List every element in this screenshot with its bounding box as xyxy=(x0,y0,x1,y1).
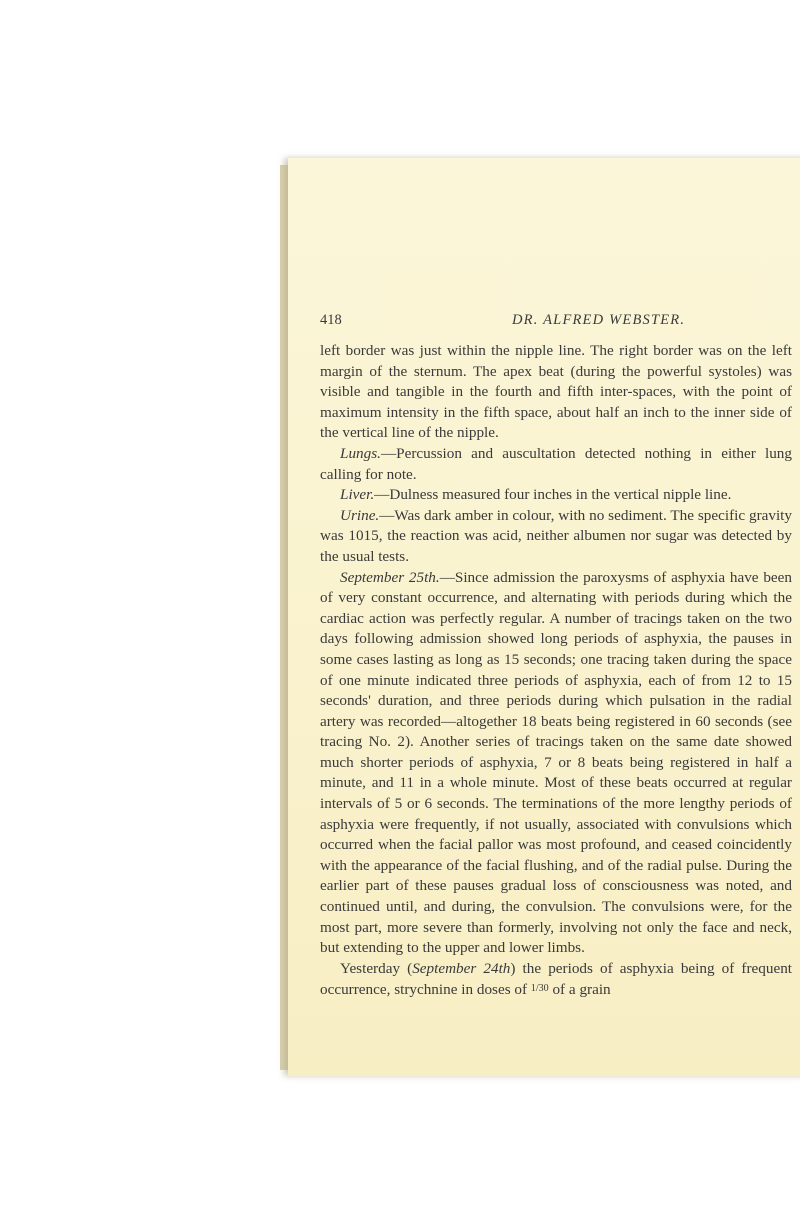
paragraph-heart-border xyxy=(320,341,792,444)
paragraph-liver xyxy=(320,485,792,506)
paragraph-lungs xyxy=(320,444,792,485)
paragraph-text-before: Yesterday ( xyxy=(340,959,413,977)
paragraph-lead: Lungs. xyxy=(340,444,381,462)
paragraph-september-25 xyxy=(320,568,792,959)
paragraph-text: —Dulness measured four inches in the vertical nipple line. xyxy=(374,486,732,504)
paragraph-text: —Since admission the paroxysms of asphyxia have been of very constant occurrence, and alternating with periods during which the cardiac action was perfectly regular. A number of tracings taken on the two days following admission showed long periods of asphyxia, the pauses in some cases lasting as long as 15 seconds; one tracing taken during the space of one minute indicated three periods of asphyxia, each of from 12 to 15 seconds' duration, and three periods during which pulsation in the radial artery was recorded—altogether 18 beats being registered in 60 seconds (see tracing No. 2). Another series of tracings taken on the same date showed much shorter periods of asphyxia, 7 or 8 beats being registered in half a minute, and 11 in a whole minute. Most of these beats occurred at regular intervals of 5 or 6 seconds. The terminations of the more lengthy periods of asphyxia were frequently, if not usually, associated with convulsions which occurred when the facial pallor was most profound, and ceased coincidently with the appearance of the facial flushing, and of the radial pulse. During the earlier part of these pauses gradual loss of consciousness was noted, and continued until, and during, the convulsion. The convulsions were, for the most part, more severe than formerly, involving not only the face and neck, but extending to the upper and lower limbs. xyxy=(320,568,792,957)
dose-fraction: 1/30 xyxy=(530,983,549,995)
paragraph-text: —Percussion and auscultation detected nothing in either lung calling for note. xyxy=(320,444,792,483)
paragraph-text-middle: ) the periods of asphyxia being of frequent occurrence, strychnine in doses of xyxy=(320,959,793,999)
paragraph-text: —Was dark amber in colour, with no sediment. The specific gravity was 1015, the reaction was acid, neither albumen nor sugar was detected by the usual tests. xyxy=(320,506,792,565)
paragraph-urine xyxy=(320,506,792,568)
paragraph-lead: Urine. xyxy=(340,506,380,524)
body-text xyxy=(320,341,792,1001)
paragraph-text: left border was just within the nipple line. The right border was on the left margin of the sternum. The apex beat (during the powerful systoles) was visible and tangible in the fourth and fifth inter-spaces, with the point of maximum intensity in the fifth space, about half an inch to the inner side of the vertical line of the nipple. xyxy=(320,342,792,442)
page-number: 418 xyxy=(320,312,342,328)
page-header xyxy=(320,312,798,334)
paragraph-lead: Liver. xyxy=(340,486,375,504)
paragraph-text-after: of a grain xyxy=(548,981,611,999)
paragraph-lead: September 25th. xyxy=(340,568,440,586)
running-head: DR. ALFRED WEBSTER. xyxy=(512,312,686,328)
paragraph-date: September 24th xyxy=(412,959,511,977)
paragraph-yesterday xyxy=(320,959,792,1001)
